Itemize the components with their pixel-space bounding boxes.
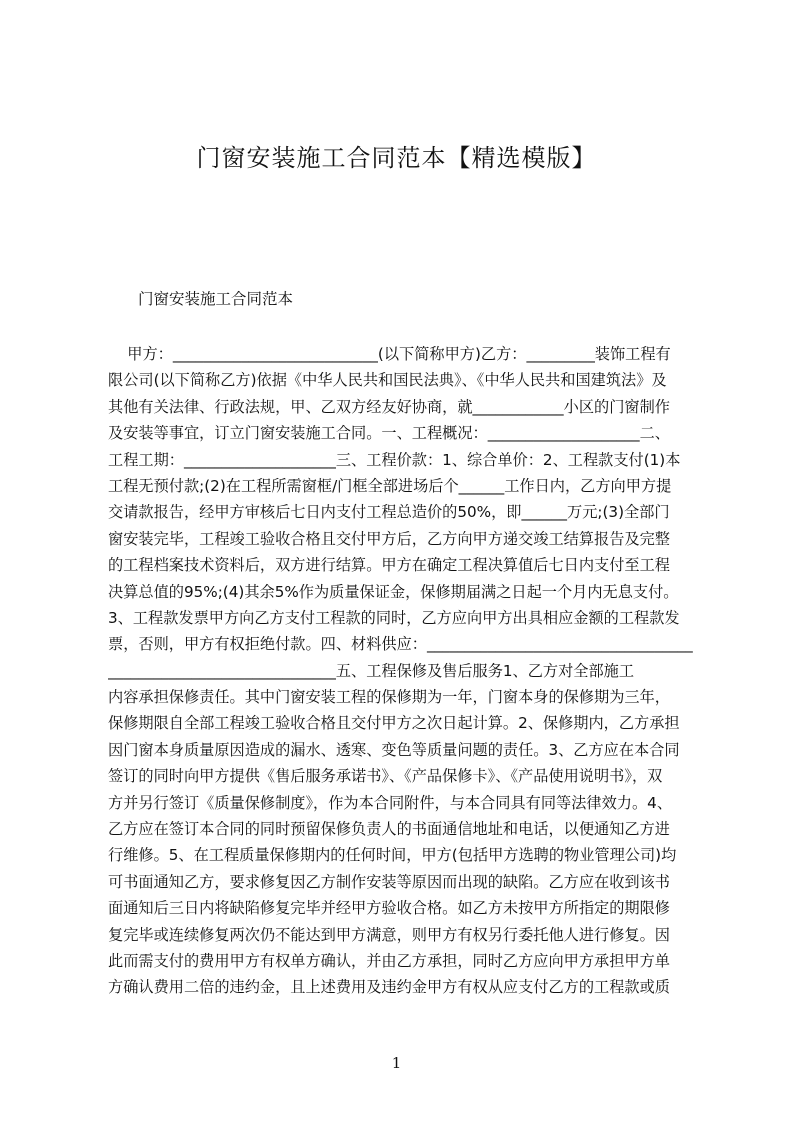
body-line: 工程无预付款;(2)在工程所需窗框/门框全部进场后个______工作日内，乙方向甲方提	[108, 476, 672, 495]
body-line: 其他有关法律、行政法规，甲、乙双方经友好协商，就____________小区的门窗制作	[108, 397, 670, 416]
body-line: 此而需支付的费用甲方有权单方确认，并由乙方承担，同时乙方应向甲方承担甲方单	[108, 951, 670, 970]
body-line: 票，否则，甲方有权拒绝付款。四、材料供应：___________________________________	[108, 635, 693, 654]
document-subtitle: 门窗安装施工合同范本	[138, 290, 294, 308]
body-line: 内容承担保修责任。其中门窗安装工程的保修期为一年，门窗本身的保修期为三年，	[108, 688, 670, 707]
body-line: 保修期限自全部工程竣工验收合格且交付甲方之次日起计算。2、保修期内，乙方承担	[108, 714, 680, 733]
body-line: 可书面通知乙方，要求修复因乙方制作安装等原因而出现的缺陷。乙方应在收到该书	[108, 872, 670, 891]
body-line: 的工程档案技术资料后，双方进行结算。甲方在确定工程决算值后七日内支付至工程	[108, 556, 670, 575]
body-line: 签订的同时向甲方提供《售后服务承诺书》、《产品保修卡》、《产品使用说明书》，双	[108, 767, 663, 786]
body-line: 因门窗本身质量原因造成的漏水、透寒、变色等质量问题的责任。3、乙方应在本合同	[108, 740, 680, 759]
body-line: ______________________________五、工程保修及售后服务1、乙方对全部施工	[108, 661, 635, 680]
body-line: 限公司(以下简称乙方)依据《中华人民共和国民法典》、《中华人民共和国建筑法》及	[108, 371, 667, 390]
contract-body	[108, 341, 700, 1001]
page-number: 1	[391, 1054, 402, 1072]
body-line: 方确认费用二倍的违约金，且上述费用及违约金甲方有权从应支付乙方的工程款或质	[108, 978, 670, 997]
body-line: 窗安装完毕，工程竣工验收合格且交付甲方后，乙方向甲方递交竣工结算报告及完整	[108, 529, 670, 548]
document-title: 门窗安装施工合同范本【精选模版】	[196, 144, 597, 172]
body-line: 及安装等事宜，订立门窗安装施工合同。一、工程概况：____________________二、	[108, 424, 670, 443]
body-line: 面通知后三日内将缺陷修复完毕并经甲方验收合格。如乙方未按甲方所指定的期限修	[108, 899, 670, 918]
body-line: 交请款报告，经甲方审核后七日内支付工程总造价的50%，即______万元;(3)全部门	[108, 503, 670, 522]
body-line: 方并另行签订《质量保修制度》，作为本合同附件，与本合同具有同等法律效力。4、	[108, 793, 673, 812]
body-line: 3、工程款发票甲方向乙方支付工程款的同时，乙方应向甲方出具相应金额的工程款发	[108, 608, 680, 627]
body-line: 工程工期：____________________三、工程价款：1、综合单价：2、工程款支付(1)本	[108, 450, 681, 469]
body-line: 行维修。5、在工程质量保修期内的任何时间，甲方(包括甲方选聘的物业管理公司)均	[108, 846, 677, 865]
body-line: 复完毕或连续修复两次仍不能达到甲方满意，则甲方有权另行委托他人进行修复。因	[108, 925, 670, 944]
body-line: 甲方：___________________________(以下简称甲方)乙方：_________装饰工程有	[108, 345, 671, 363]
body-line: 决算总值的95%;(4)其余5%作为质量保证金，保修期届满之日起一个月内无息支付。	[108, 582, 679, 601]
body-line: 乙方应在签订本合同的同时预留保修负责人的书面通信地址和电话，以便通知乙方进	[108, 820, 670, 839]
